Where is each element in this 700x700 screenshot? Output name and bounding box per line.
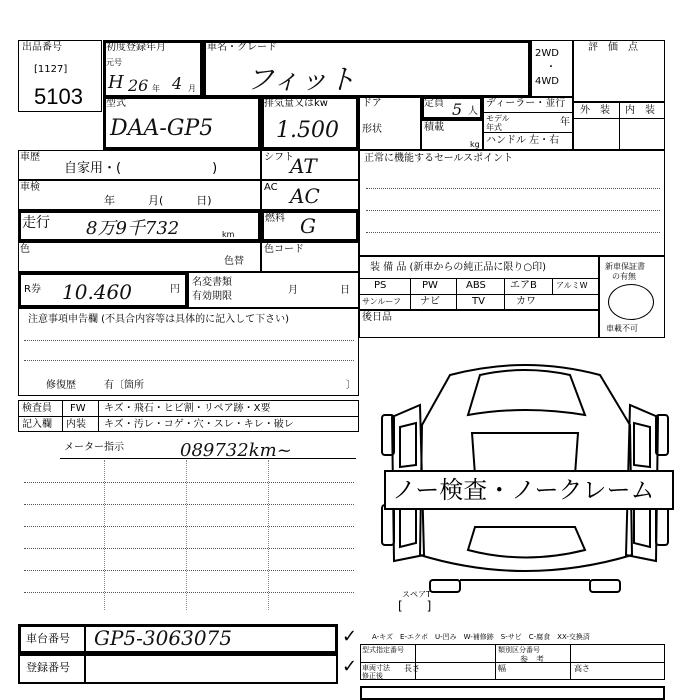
bottom-strip: [360, 686, 665, 700]
door-label: ドア: [362, 98, 382, 109]
repair-history-close: 〕: [346, 380, 356, 391]
month-value: 4: [172, 74, 183, 93]
history-value: 自家用・( ): [64, 161, 218, 176]
equipment-pw: PW: [422, 280, 438, 291]
warranty-circle: [608, 284, 654, 320]
model-year-label2: 年式: [486, 123, 502, 132]
type-designation-label: 型式指定番号: [362, 646, 404, 654]
spare-tire-label: スペアT: [402, 590, 431, 599]
interior-label: 内 装: [625, 105, 655, 116]
color-code-label: 色コード: [264, 244, 304, 255]
fuel-label: 燃料: [265, 213, 285, 224]
handle-label: ハンドル 左・右: [486, 135, 560, 146]
registration-label: 登録番号: [26, 661, 70, 674]
score-label: 評 価 点: [588, 42, 638, 53]
equipment-navi: ナビ: [420, 296, 440, 307]
exterior-label: 外 装: [580, 105, 610, 116]
loading-label: 積載: [424, 122, 444, 133]
recycle-unit: 円: [170, 284, 180, 295]
selling-points-box: [359, 150, 665, 256]
docs-day: 日: [340, 285, 350, 296]
aftermarket-box: [359, 310, 599, 338]
displacement-value: 1.500: [276, 118, 339, 143]
recorder-label: 記入欄: [22, 419, 52, 430]
repaint-label: 色替: [224, 256, 244, 267]
length-label: 長さ: [404, 664, 420, 673]
shape-label: 形状: [362, 124, 382, 135]
year-unit: 年: [152, 84, 160, 93]
repair-history-value: 有〔箇所: [104, 380, 144, 391]
spare-tire-brackets: [ ]: [398, 599, 432, 613]
interior-inspect-label: 内装: [66, 419, 86, 430]
docs-label-2: 有効期限: [192, 291, 232, 302]
mileage-label: 走行: [22, 215, 50, 231]
era-value: H: [108, 72, 124, 93]
fuel-value: G: [300, 214, 316, 238]
ac-label: AC: [264, 182, 278, 193]
reference-label: 参 考: [520, 655, 544, 664]
meter-value: 089732km~: [180, 440, 292, 461]
drive-2wd: 2WD: [535, 48, 559, 59]
damage-legend: A-キズ E-エクボ U-凹み W-補修跡 S-サビ C-腐食 XX-交換済: [372, 633, 590, 641]
capacity-value: 5: [452, 100, 463, 119]
height-label: 高さ: [574, 664, 590, 673]
equipment-alloy: アルミW: [556, 281, 588, 290]
mileage-unit: km: [222, 230, 235, 239]
model-year-label1: モデル: [486, 114, 510, 123]
equipment-ps: PS: [374, 280, 387, 291]
first-registration-label: 初度登録年月: [106, 42, 166, 53]
chassis-value: GP5-3063075: [94, 626, 232, 650]
warranty-title-1: 新車保証書: [605, 262, 645, 271]
meter-label: メーター指示: [64, 442, 124, 453]
history-label: 車歴: [20, 152, 40, 163]
car-grade-label: 車名・グレード: [207, 42, 277, 53]
capacity-label: 定員: [424, 98, 444, 109]
fw-items: キズ・飛石・ヒビ割・リペア跡・X要: [104, 403, 271, 414]
chassis-label: 車台番号: [26, 632, 70, 645]
lot-label: 出品番号: [22, 42, 62, 53]
dimensions-label: 車両寸法: [362, 664, 390, 672]
model-year-unit: 年: [560, 117, 570, 128]
inspector-label: 検査員: [22, 403, 52, 414]
modified-after-label: 修正後: [362, 672, 383, 680]
docs-month: 月: [288, 285, 298, 296]
loading-unit: kg: [470, 140, 480, 149]
drive-separator: ・: [546, 62, 556, 73]
color-label: 色: [20, 244, 30, 255]
model-value: DAA-GP5: [110, 116, 214, 141]
width-label: 幅: [498, 664, 506, 673]
era-label: 元号: [106, 58, 122, 67]
lot-number: 5103: [34, 84, 83, 109]
warranty-bottom: 車載不可: [606, 324, 638, 333]
inspection-value: 年 月( 日): [104, 194, 212, 207]
dealer-label: ディーラー・並行: [486, 98, 566, 109]
equipment-abs: ABS: [466, 280, 486, 291]
shift-label: シフト: [264, 152, 294, 163]
mileage-value: 8万9千732: [86, 218, 180, 239]
selling-points-title: 正常に機能するセールスポイント: [364, 153, 514, 164]
no-inspection-stamp-text: ノー検査・ノークレーム: [392, 476, 655, 504]
model-label: 型式: [106, 98, 126, 109]
drive-4wd: 4WD: [535, 76, 559, 87]
aftermarket-label: 後日品: [362, 312, 392, 323]
equipment-title: 装 備 品 (新車からの純正品に限り○印): [370, 262, 547, 273]
ac-value: AC: [290, 184, 320, 208]
warranty-title-2: の有無: [612, 272, 636, 281]
car-name-value: フィット: [246, 63, 356, 96]
docs-label-1: 名変書類: [192, 277, 232, 288]
class-number-label: 類別区分番号: [498, 646, 540, 654]
registration-check-mark: ✓: [342, 656, 358, 677]
equipment-tv: TV: [472, 296, 485, 307]
lot-code: [1127]: [34, 64, 68, 75]
recycle-label: R券: [24, 284, 41, 295]
interior-items: キズ・汚レ・コゲ・穴・スレ・キレ・破レ: [104, 419, 294, 430]
displacement-label: 排気量又はkw: [264, 98, 328, 109]
repair-history-label: 修復歴: [46, 380, 76, 391]
month-unit: 月: [188, 84, 196, 93]
inspection-label: 車検: [20, 182, 40, 193]
equipment-sunroof: サンルーフ: [362, 297, 401, 306]
equipment-airbag: エアB: [510, 280, 537, 291]
recycle-value: 10.460: [62, 280, 132, 304]
notes-title: 注意事項申告欄 (不具合内容等は具体的に記入して下さい): [28, 314, 289, 325]
equipment-leather: カワ: [516, 296, 536, 307]
fw-label: FW: [70, 403, 86, 414]
year-value: 26: [128, 76, 149, 95]
capacity-unit: 人: [468, 106, 478, 117]
shift-value: AT: [290, 154, 317, 178]
chassis-check-mark: ✓: [342, 626, 358, 647]
